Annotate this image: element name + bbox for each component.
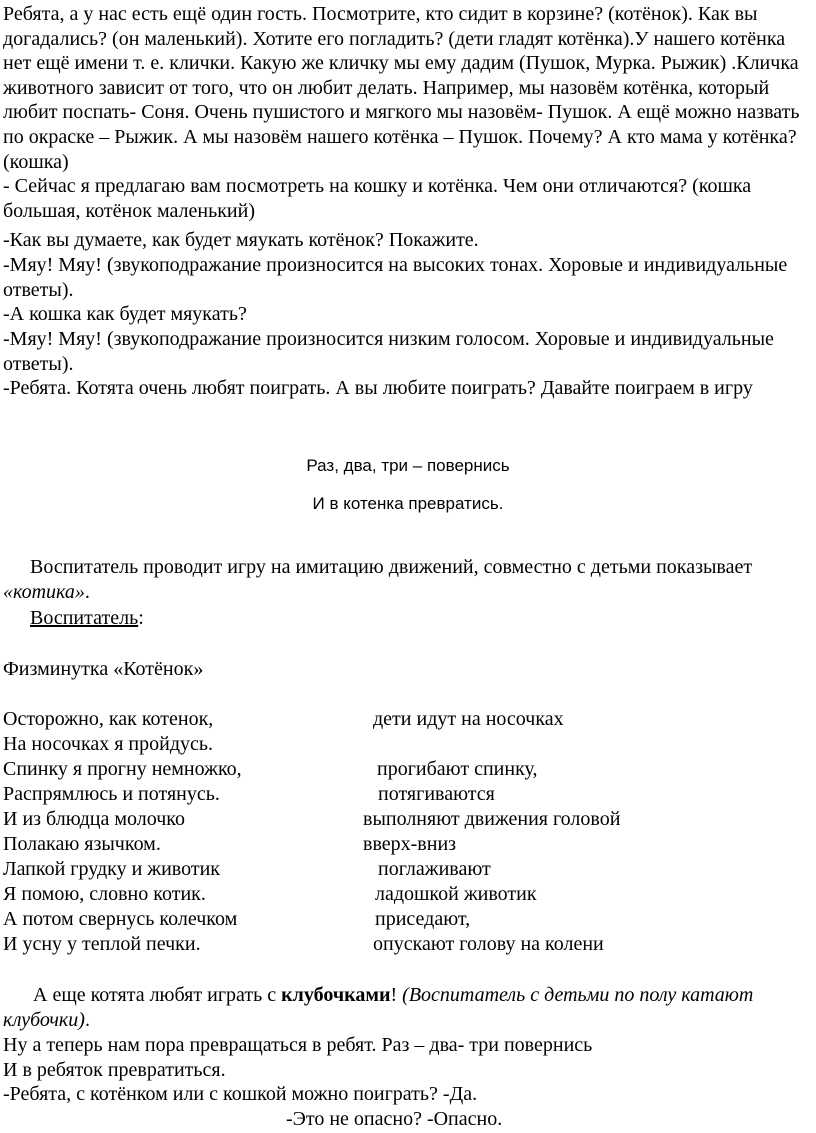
- poem-action: приседают,: [375, 908, 471, 930]
- poem-row: [3, 857, 808, 881]
- poem-verse: Я помою, словно котик.: [3, 883, 206, 905]
- balls-end: .: [84, 1008, 90, 1031]
- poem-action: выполняют движения головой: [363, 808, 621, 830]
- poem-verse: Лапкой грудку и животик: [3, 858, 221, 880]
- poem-verse: Распрямлюсь и потянусь.: [3, 783, 220, 805]
- intro-paragraph-guest: Ребята, а у нас есть ещё один гость. Посмотрите, кто сидит в корзине? (котёнок). Как вы догадались? (он маленький). Хотите его погладить? (дети гладят котёнка).У нашего котёнка нет ещё имени т. е. клички. Какую же кличку мы ему дадим (Пушок, Мурка. Рыжик) .Кличка животного зависит от того, что он любит делать. Например, мы назовём котёнка, который любит поспать- Соня. Очень пушистого и мягкого мы назовём- Пушок. А ещё можно назвать по окраске – Рыжик. А мы назовём нашего котёнка – Пушок. Почему? А кто мама у котёнка? (кошка): [3, 3, 800, 173]
- poem-verse: На носочках я пройдусь.: [3, 733, 214, 755]
- poem-verse: Спинку я прогну немножко,: [3, 758, 242, 780]
- balls-exclamation: !: [390, 984, 403, 1006]
- instruction-paragraph: [3, 555, 808, 604]
- poem-row: [3, 807, 808, 831]
- poem-action: потягиваются: [378, 783, 495, 805]
- speaker-line: [30, 606, 144, 630]
- poem-verse: Полакаю язычком.: [3, 833, 161, 855]
- balls-text: А еще котята любят играть с: [33, 984, 282, 1006]
- speaker-colon: :: [138, 607, 144, 629]
- instruction-end: .: [84, 580, 90, 603]
- poem-verse: Осторожно, как котенок,: [3, 708, 214, 730]
- poem-row: [3, 757, 808, 781]
- balls-paragraph: [3, 983, 808, 1032]
- poem-row: [3, 707, 808, 731]
- poem-verse: И усну у теплой печки.: [3, 933, 201, 955]
- poem-action: вверх-вниз: [363, 833, 457, 855]
- intro-paragraph-high-tones: -Мяу! Мяу! (звукоподражание произносится на высоких тонах. Хоровые и индивидуальные ответы).: [3, 254, 788, 301]
- balls-italic: (Воспитатель с детьми по полу катают клубочки): [3, 984, 754, 1031]
- poem-action: дети идут на носочках: [373, 708, 564, 730]
- instruction-italic: «котика»: [3, 580, 85, 603]
- balls-bold: клубочками: [281, 984, 391, 1006]
- poem-row: [3, 932, 808, 956]
- poem-verse: И из блюдца молочко: [3, 808, 186, 830]
- poem-row: [3, 782, 808, 806]
- outro-line-turn-back: Ну а теперь нам пора превращаться в ребят. Раз – два- три повернись: [3, 1034, 593, 1056]
- instruction-text: Воспитатель проводит игру на имитацию движений, совместно с детьми показывает: [30, 556, 753, 578]
- intro-paragraph-low-voice: -Мяу! Мяу! (звукоподражание произносится низким голосом. Хоровые и индивидуальные ответы).: [3, 328, 774, 375]
- fizminutka-title: Физминутка «Котёнок»: [3, 658, 204, 680]
- outro-line-children: И в ребяток превратиться.: [3, 1059, 226, 1081]
- poem-action: опускают голову на колени: [373, 933, 604, 955]
- poem-verse: А потом свернусь колечком: [3, 908, 238, 930]
- intro-line-cat-meow: -А кошка как будет мяукать?: [3, 303, 247, 325]
- poem-action: поглаживают: [378, 858, 491, 880]
- chant-line-1: Раз, два, три – повернись: [306, 456, 510, 475]
- poem-row: [3, 732, 808, 756]
- poem-row: [3, 882, 808, 906]
- chant-line-2: И в котенка превратись.: [312, 494, 504, 513]
- outro-line-danger: -Это не опасно? -Опасно.: [286, 1108, 503, 1130]
- poem-action: ладошкой животик: [375, 883, 537, 905]
- intro-paragraph-play: -Ребята. Котята очень любят поиграть. А вы любите поиграть? Давайте поиграем в игру: [3, 377, 753, 399]
- outro-line-question: -Ребята, с котёнком или с кошкой можно поиграть? -Да.: [3, 1083, 478, 1105]
- poem-row: [3, 832, 808, 856]
- intro-paragraph-compare: - Сейчас я предлагаю вам посмотреть на кошку и котёнка. Чем они отличаются? (кошка большая, котёнок маленький): [3, 175, 752, 222]
- poem-row: [3, 907, 808, 931]
- intro-line-kitten-meow: -Как вы думаете, как будет мяукать котёнок? Покажите.: [3, 229, 479, 251]
- speaker-label: Воспитатель: [30, 607, 139, 629]
- poem-action: прогибают спинку,: [377, 758, 538, 780]
